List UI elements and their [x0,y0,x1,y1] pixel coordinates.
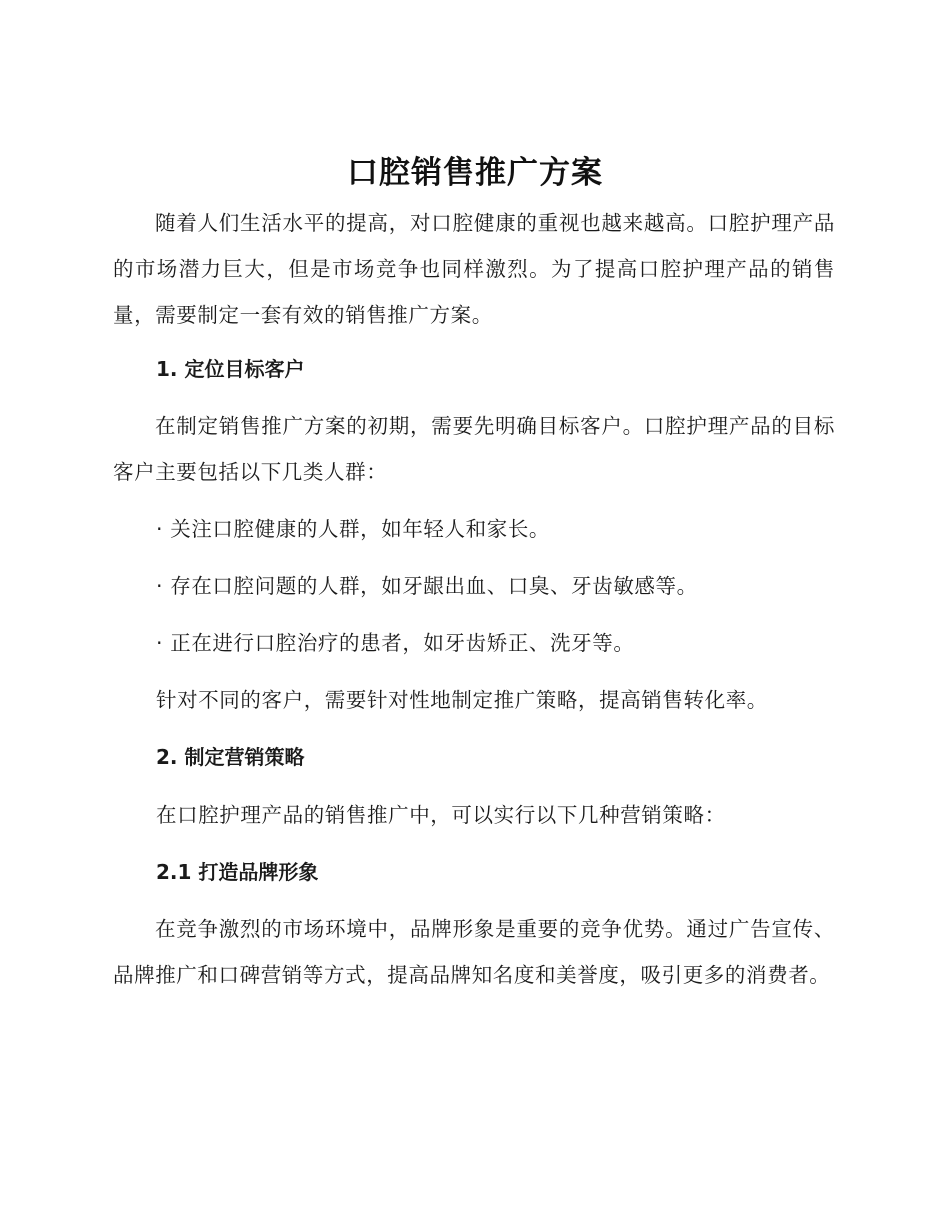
section-1-paragraph: 在制定销售推广方案的初期，需要先明确目标客户。口腔护理产品的目标客户主要包括以下几类人群： [113,414,835,484]
section-1-heading: 1. 定位目标客户 [156,357,305,381]
section-2-1-heading: 2.1 打造品牌形象 [156,860,319,884]
bullet-item-3: · 正在进行口腔治疗的患者，如牙齿矫正、洗牙等。 [156,631,635,655]
section-1-closing: 针对不同的客户，需要针对性地制定推广策略，提高销售转化率。 [156,688,768,712]
section-2-1-paragraph: 在竞争激烈的市场环境中，品牌形象是重要的竞争优势。通过广告宣传、品牌推广和口碑营销等方式，提高品牌知名度和美誉度，吸引更多的消费者。 [113,917,835,987]
page-title: 口腔销售推广方案 [347,155,603,191]
bullet-item-1: · 关注口腔健康的人群，如年轻人和家长。 [156,517,551,541]
section-2-heading: 2. 制定营销策略 [156,745,305,769]
bullet-item-2: · 存在口腔问题的人群，如牙龈出血、口臭、牙齿敏感等。 [156,574,698,598]
intro-paragraph: 随着人们生活水平的提高，对口腔健康的重视也越来越高。口腔护理产品的市场潜力巨大，但是市场竞争也同样激烈。为了提高口腔护理产品的销售量，需要制定一套有效的销售推广方案。 [113,211,835,327]
section-2-paragraph: 在口腔护理产品的销售推广中，可以实行以下几种营销策略： [156,803,726,827]
